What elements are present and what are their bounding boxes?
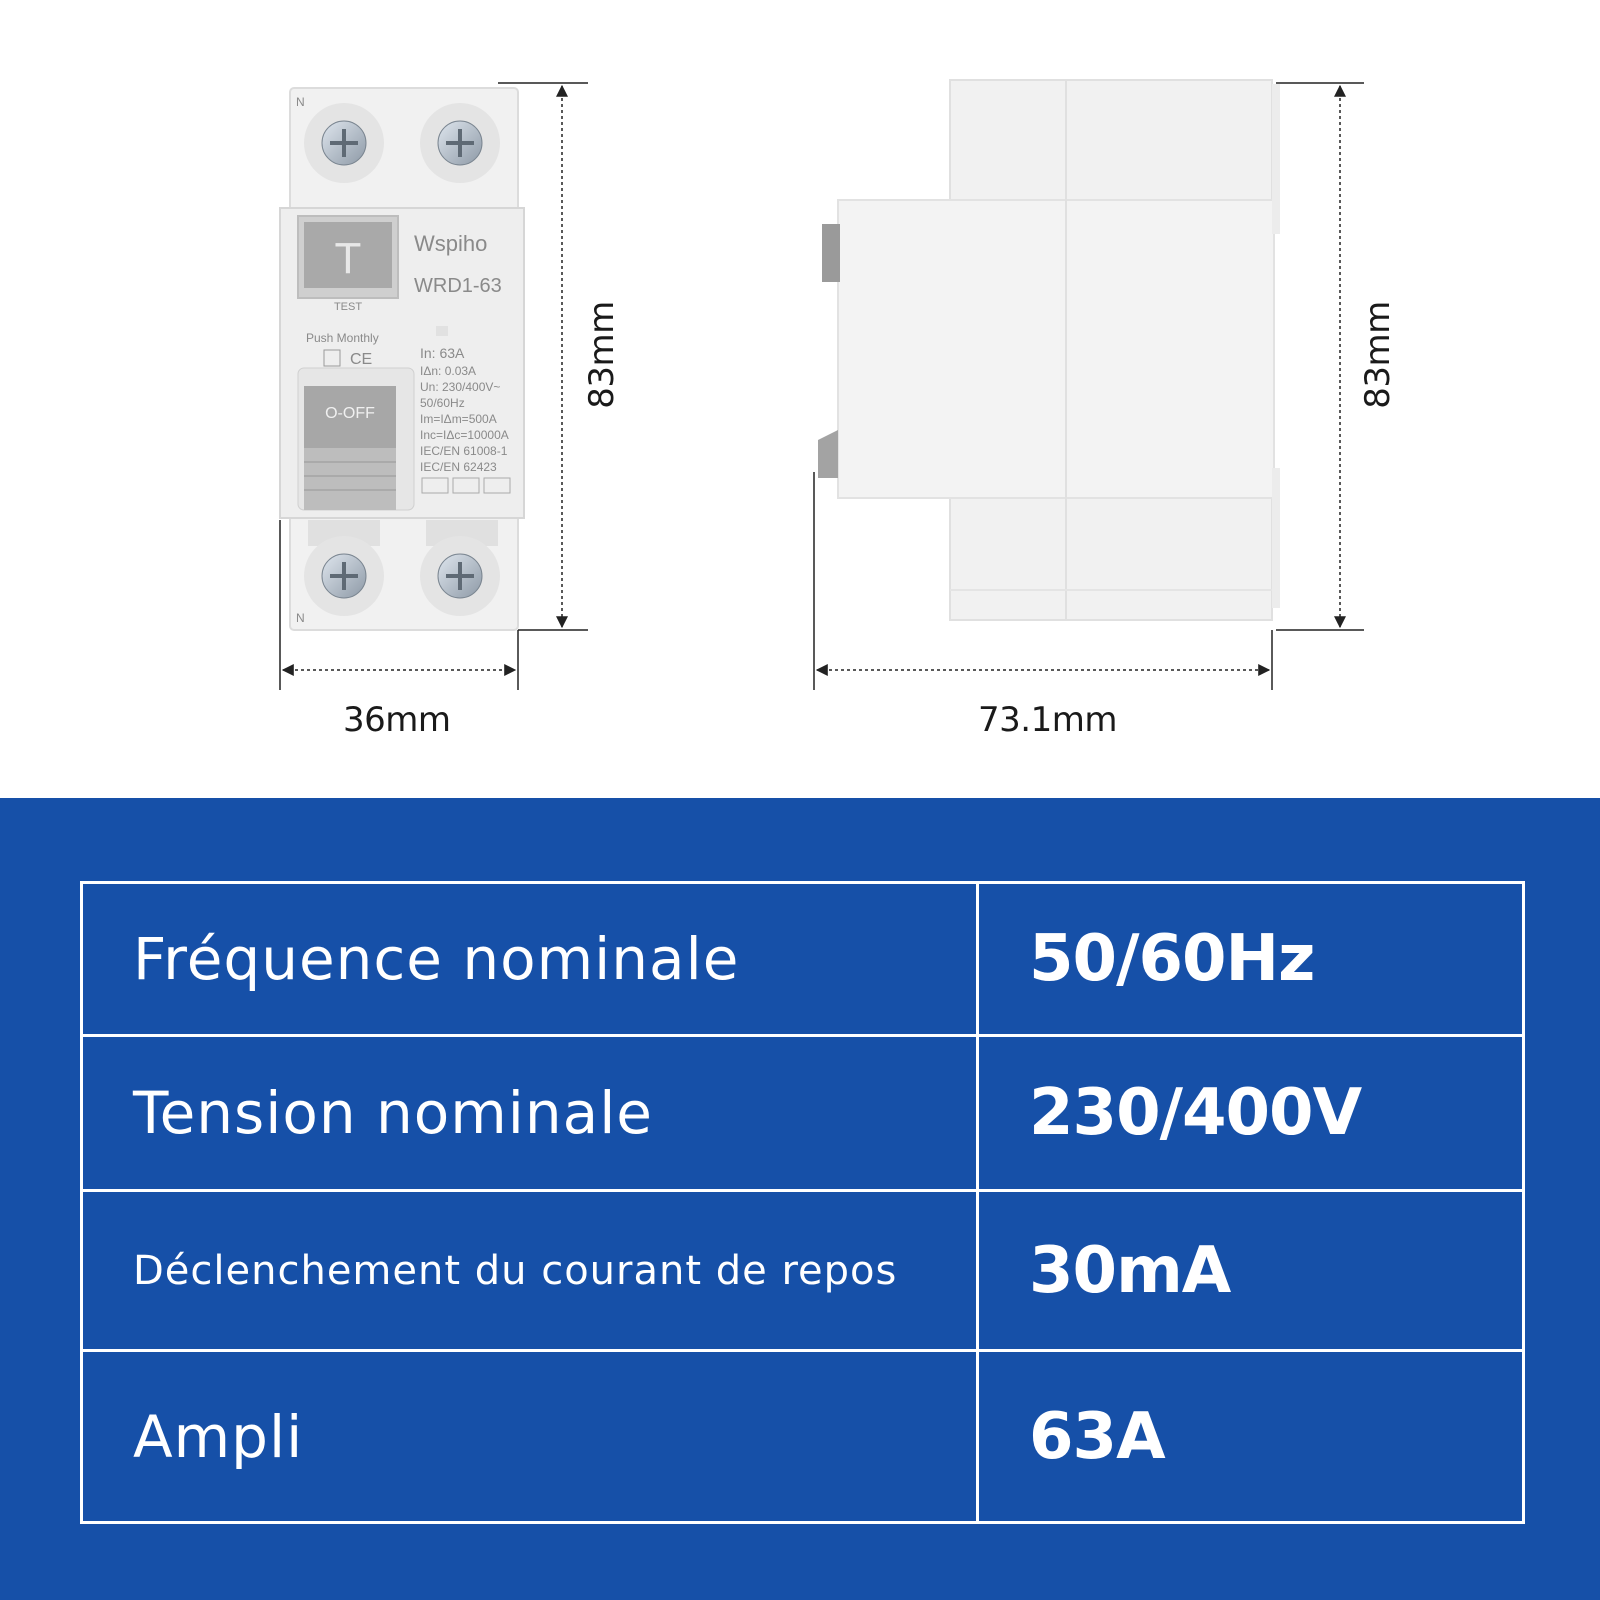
table-row [82,1191,1524,1351]
side-depth-label: 73.1mm [978,700,1117,740]
spec-label: Déclenchement du courant de repos [82,1191,978,1351]
indicator-window [436,326,448,336]
table-row [82,1036,1524,1191]
terminal-mark-bottom: N [296,611,305,625]
rating-line: In: 63A [420,345,465,361]
switch-side-icon [818,430,838,478]
ce-mark: CE [350,351,373,368]
bottom-left-screw-icon [304,536,384,616]
terminal-mark-top: N [296,95,305,109]
push-monthly-text: Push Monthly [306,331,379,345]
rating-line: 50/60Hz [420,396,465,410]
rating-line: IEC/EN 62423 [420,460,497,474]
front-view-breaker [280,88,524,630]
spec-label: Fréquence nominale [82,883,978,1036]
front-height-label: 83mm [582,301,622,409]
bottom-right-screw-icon [420,536,500,616]
spec-value: 63A [978,1351,1524,1523]
rating-line: Un: 230/400V~ [420,380,501,394]
test-button-side-icon [822,224,840,282]
spec-label: Ampli [82,1351,978,1523]
product-illustration-area [0,0,1600,798]
top-left-screw-icon [304,103,384,183]
spec-value: 230/400V [978,1036,1524,1191]
rating-line: IEC/EN 61008-1 [420,444,508,458]
side-view-breaker [818,80,1280,620]
switch-label: O-OFF [325,405,375,422]
model-number: WRD1-63 [414,275,502,297]
top-right-screw-icon [420,103,500,183]
rating-line: Im=IΔm=500A [420,412,497,426]
specs-table [80,881,1525,1524]
test-button-icon [298,216,398,298]
toggle-switch-icon [298,368,414,510]
table-row [82,883,1524,1036]
test-button-letter: T [334,234,362,283]
table-row [82,1351,1524,1523]
front-width-label: 36mm [343,700,451,740]
brand-name: Wspiho [414,231,488,256]
spec-value: 50/60Hz [978,883,1524,1036]
test-label: TEST [333,301,363,313]
rating-line: IΔn: 0.03A [420,364,477,378]
spec-label: Tension nominale [82,1036,978,1191]
side-height-label: 83mm [1358,301,1398,409]
rating-line: Inc=IΔc=10000A [420,428,509,442]
spec-value: 30mA [978,1191,1524,1351]
